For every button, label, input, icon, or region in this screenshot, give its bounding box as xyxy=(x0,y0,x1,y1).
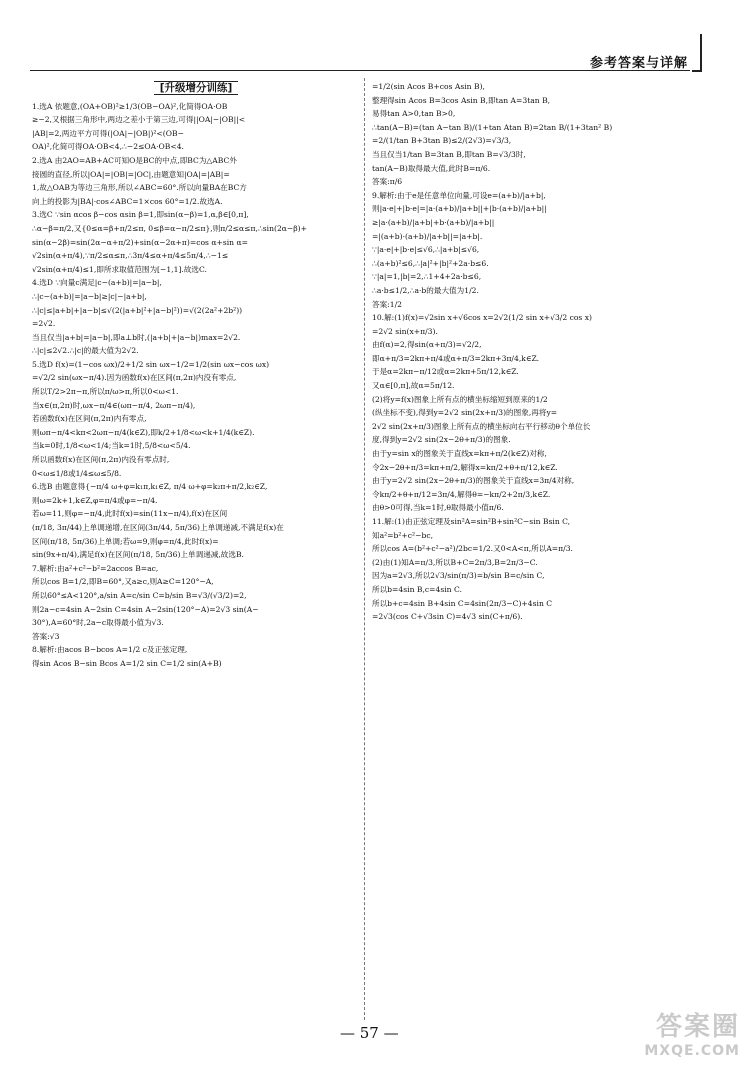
answer-item xyxy=(32,562,360,644)
section-title xyxy=(32,82,360,96)
answer-line: √2sin(α+π/4),∵π/2≤α≤π,∴3π/4≤α+π/4≤5π/4,∴−1≤ xyxy=(32,251,229,261)
answer-item xyxy=(372,515,688,624)
answer-line: 7.解析:由a²+c²−b²=2accos B=ac, xyxy=(32,563,159,573)
watermark-logo xyxy=(610,1006,740,1062)
answer-line: √2sin(α+π/4)≤1,即所求取值范围为[−1,1].故选C. xyxy=(32,264,207,274)
answer-line: ∴tan(A−B)=(tan A−tan B)/(1+tan Atan B)=2tan B/(1+3tan² B) xyxy=(372,122,613,132)
answer-item xyxy=(32,154,360,208)
answer-item xyxy=(32,276,360,358)
answer-line: ≥|a·(a+b)/|a+b|+b·(a+b)/|a+b|| xyxy=(372,217,495,227)
answer-item xyxy=(32,643,360,670)
answer-line: 所以b+c=4sin B+4sin C=4sin(2π/3−C)+4sin C xyxy=(372,598,553,608)
answer-line: 即α+π/3=2kπ+π/4或α+π/3=2kπ+3π/4,k∈Z. xyxy=(372,353,540,363)
answer-line: 整理得sin Acos B=3cos Asin B,即tan A=3tan B, xyxy=(372,95,551,105)
answer-line: 答案:1/2 xyxy=(372,299,402,309)
answer-line: sin(9x+π/4),满足f(x)在区间(π/18, 5π/36)上单调递减,故选B. xyxy=(32,550,244,560)
answer-line: 得sin Acos B−sin Bcos A=1/2 sin C=1/2 sin(A+B) xyxy=(32,658,222,668)
answer-line: ∴|c−(a+b)|=|a−b|≥|c|−|a+b|, xyxy=(32,291,147,301)
answer-line: 所以T/2>2π−π,所以π/ω>π,所以0<ω<1. xyxy=(32,387,179,397)
answer-line: 所以b=4sin B,c=4sin C. xyxy=(372,584,462,594)
answer-line: =|(a+b)·(a+b)/|a+b||=|a+b|. xyxy=(372,231,483,241)
answer-line: 所以cos A=(b²+c²−a²)/2bc=1/2.又0<A<π,所以A=π/3. xyxy=(372,544,573,554)
answer-line: =1/2(sin Acos B+cos Asin B), xyxy=(372,82,485,91)
answer-line: 由f(α)=2,得sin(α+π/3)=√2/2, xyxy=(372,340,482,350)
answer-line: OA)²,化简可得OA·OB<4,∴−2≤OA·OB<4. xyxy=(32,142,184,152)
answer-line: 当x∈(π,2π)时,ωx−π/4∈(ωπ−π/4, 2ωπ−π/4), xyxy=(32,400,196,410)
answer-line: ∵|a·e|+|b·e|≤√6,∴|a+b|≤√6, xyxy=(372,245,480,255)
answer-line: =2√2. xyxy=(32,319,56,329)
answer-line: 由于y=2√2 sin(2x−2θ+π/3)的图象关于直线x=3π/4对称, xyxy=(372,476,575,486)
header-bracket-decoration xyxy=(692,34,702,72)
answer-line: 由θ>0可得,当k=1时,θ取得最小值π/6. xyxy=(372,503,504,513)
answer-line: (2)由(1)知A=π/3,所以B+C=2π/3,B=2π/3−C. xyxy=(372,557,538,567)
answer-line: 向上的投影为|BA|·cos∠ABC=1×cos 60°=1/2.故选A. xyxy=(32,196,223,206)
header-rule xyxy=(30,70,690,71)
answer-line: 知a²=b²+c²−bc, xyxy=(372,530,433,540)
answer-line: ∴α−β=π/2,又{0≤α=β+π/2≤π, 0≤β=α−π/2≤π},则π/2≤α≤π,∴sin(2α−β)+ xyxy=(32,223,307,233)
answer-line: ∴|c|≤|a+b|+|a−b|≤√(2(|a+b|²+|a−b|²))=√(2(2a²+2b²)) xyxy=(32,305,243,315)
answer-line: (2)将y=f(x)图象上所有点的横坐标缩短到原来的1/2 xyxy=(372,394,548,404)
answer-line: 又α∈[0,π],故α=5π/12. xyxy=(372,381,455,391)
answer-line: 1,故△OAB为等边三角形,所以∠ABC=60°.所以向量BA在BC方 xyxy=(32,183,247,193)
watermark-bottom: MXQE.COM xyxy=(644,1043,740,1059)
answer-line: 区间(π/18, 5π/36)上单调;若ω=9,则φ=π/4,此时f(x)= xyxy=(32,536,219,546)
answer-line: ≥−2,又根据三角形中,两边之差小于第三边,可得||OA|−|OB||< xyxy=(32,115,246,125)
answer-item xyxy=(372,311,688,515)
answer-line: 30°),A=60°时,2a−c取得最小值为√3. xyxy=(32,618,164,628)
answer-line: 0<ω≤1/8或1/4≤ω≤5/8. xyxy=(32,468,122,478)
answer-line: =2√3(cos C+√3sin C)=4√3 sin(C+π/6). xyxy=(372,612,523,622)
answer-line: 11.解:(1)由正弦定理及sin²A=sin²B+sin²C−sin Bsin C, xyxy=(372,517,571,526)
page-number: — 57 — xyxy=(340,1024,399,1042)
answer-line: 若ω=11,则φ=−π/4,此时f(x)=sin(11x−π/4),f(x)在区间 xyxy=(32,509,228,519)
answer-line: 所以函数f(x)在区间(π,2π)内没有零点时, xyxy=(32,455,170,465)
answer-item xyxy=(372,80,688,189)
answer-line: tan(A−B)取得最大值,此时B=π/6. xyxy=(372,163,491,173)
answer-line: =√2/2 sin(ωx−π/4).因为函数f(x)在区间(π,2π)内没有零点, xyxy=(32,373,237,383)
answer-line: 答案:π/6 xyxy=(372,177,403,187)
answer-line: 3.选C ∵sin αcos β−cos αsin β=1,即sin(α−β)=1,α,β∈[0,π], xyxy=(32,210,249,220)
answer-line: 则2a−c=4sin A−2sin C=4sin A−2sin(120°−A)=2√3 sin(A− xyxy=(32,604,259,614)
answer-line: (π/18, 3π/44)上单调递增,在区间(3π/44, 5π/36)上单调递减,不满足f(x)在 xyxy=(32,523,284,532)
answer-item xyxy=(32,358,360,480)
answer-line: 因为a=2√3,所以2√3/sin(π/3)=b/sin B=c/sin C, xyxy=(372,571,545,581)
answer-line: =2√2 sin(x+π/3). xyxy=(372,326,438,336)
answer-line: 2√2 sin(2x+π/3)图象上所有点的横坐标向右平行移动θ个单位长 xyxy=(372,421,591,431)
answer-line: 答案:√3 xyxy=(32,631,60,641)
answer-line: 则ωπ−π/4<kπ<2ωπ−π/4(k∈Z),即k/2+1/8<ω<k+1/4(k∈Z). xyxy=(32,427,255,437)
answer-line: 于是α=2kπ−π/12或α=2kπ+5π/12,k∈Z. xyxy=(372,367,519,377)
answer-line: 8.解析:由acos B−bcos A=1/2 c及正弦定理, xyxy=(32,645,188,655)
answer-line: 2.选A 由2AO=AB+AC可知O是BC的中点,即BC为△ABC外 xyxy=(32,155,237,165)
answer-line: 9.解析:由于e是任意单位向量,可设e=(a+b)/|a+b|, xyxy=(372,190,546,200)
answer-line: 令2x−2θ+π/3=kπ+π/2,解得x=kπ/2+θ+π/12,k∈Z. xyxy=(372,462,558,472)
answer-line: 5.选D f(x)=(1−cos ωx)/2+1/2 sin ωx−1/2=1/2(sin ωx−cos ωx) xyxy=(32,359,270,369)
watermark-top: 答案圈 xyxy=(655,1012,740,1042)
answer-item xyxy=(32,480,360,562)
answer-line: 1.选A 依题意,(OA+OB)²≥1/3(OB−OA)²,化简得OA·OB xyxy=(32,101,228,111)
answer-item xyxy=(32,208,360,276)
answer-line: 接圆的直径,所以|OA|=|OB|=|OC|,由题意知|OA|=|AB|= xyxy=(32,169,230,179)
answer-line: ∴a·b≤1/2,∴a·b的最大值为1/2. xyxy=(372,285,479,295)
answer-line: 令kπ/2+θ+π/12=3π/4,解得θ=−kπ/2+2π/3,k∈Z. xyxy=(372,489,551,499)
answer-line: 6.选B 由题意得{−π/4 ω+φ=k₁π,k₁∈Z, π/4 ω+φ=k₂π+π/2,k₂∈Z, xyxy=(32,482,268,492)
answer-item xyxy=(372,189,688,311)
answer-line: 易得tan A>0,tan B>0, xyxy=(372,109,456,119)
answer-line: 由于y=sin x的图象关于直线x=kπ+π/2(k∈Z)对称, xyxy=(372,449,547,459)
answer-line: 则ω=2k+1,k∈Z,φ=π/4或φ=−π/4. xyxy=(32,495,158,505)
section-title-text: [升级增分训练] xyxy=(154,81,239,95)
answer-line: 所以cos B=1/2,即B=60°,又a≥c,则A≥C=120°−A, xyxy=(32,577,214,587)
answer-line: (纵坐标不变),得到y=2√2 sin(2x+π/3)的图象,再将y= xyxy=(372,408,558,418)
answer-line: 当且仅当|a+b|=|a−b|,即a⊥b时,(|a+b|+|a−b|)max=2√2. xyxy=(32,332,241,342)
answer-line: ∵|a|=1,|b|=2,∴1+4+2a·b≤6, xyxy=(372,272,482,282)
column-divider xyxy=(364,78,365,1020)
answer-line: 4.选D ∵向量c满足|c−(a+b)|=|a−b|, xyxy=(32,278,162,288)
answer-line: 10.解:(1)f(x)=√2sin x+√6cos x=2√2(1/2 sin x+√3/2 cos x) xyxy=(372,313,592,323)
header-title: 参考答案与详解 xyxy=(589,56,688,71)
answer-line: ∴|c|≤2√2.∴|c|的最大值为2√2. xyxy=(32,346,139,356)
answer-line: 所以60°≤A<120°,a/sin A=c/sin C=b/sin B=√3/(√3/2)=2, xyxy=(32,590,247,600)
answer-line: ∴(a+b)²≤6,∴|a|²+|b|²+2a·b≤6. xyxy=(372,258,489,268)
answer-line: =2/(1/tan B+3tan B)≤2/(2√3)=√3/3, xyxy=(372,136,512,146)
answer-line: 则|a·e|+|b·e|=|a·(a+b)/|a+b||+|b·(a+b)/|a+b|| xyxy=(372,204,547,214)
left-items xyxy=(32,100,360,671)
answer-line: 度,得到y=2√2 sin(2x−2θ+π/3)的图象. xyxy=(372,435,511,445)
left-column xyxy=(32,80,360,671)
right-items xyxy=(372,80,688,624)
answer-line: sin(α−2β)=sin(2α−α+π/2)+sin(α−2α+π)=cos α+sin α= xyxy=(32,237,248,247)
answer-item xyxy=(32,100,360,154)
answer-line: 当且仅当1/tan B=3tan B,即tan B=√3/3时, xyxy=(372,149,526,159)
answer-line: |AB|=2,两边平方可得(|OA|−|OB|)²<(OB− xyxy=(32,128,184,138)
answer-line: 若函数f(x)在区间(π,2π)内有零点, xyxy=(32,414,147,424)
right-column xyxy=(372,80,688,624)
answer-line: 当k=0时,1/8<ω<1/4;当k=1时,5/8<ω<5/4. xyxy=(32,441,191,451)
